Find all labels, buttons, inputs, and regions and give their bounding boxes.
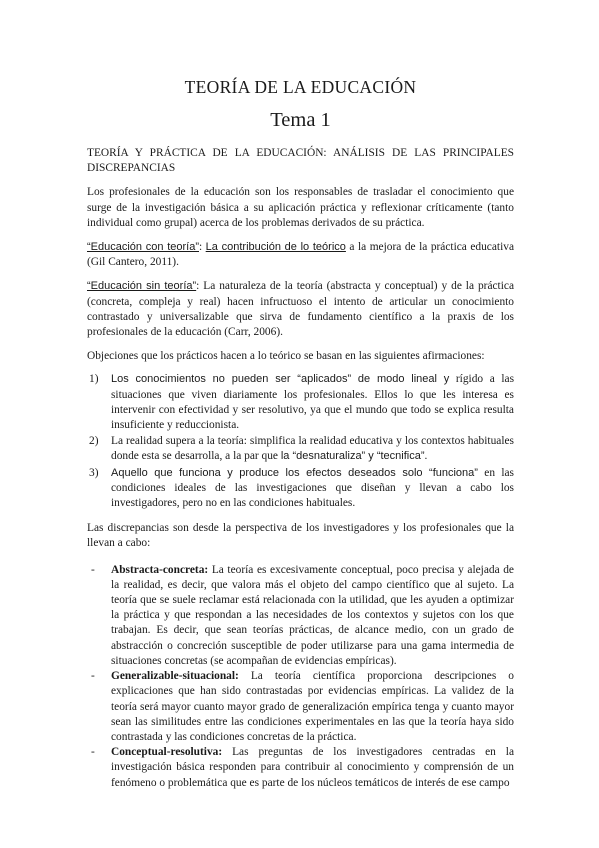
educacion-sin-teoria-paragraph [87,279,514,340]
discrepancy-item-generalizable-situacional [90,669,514,745]
educacion-sin-teoria-rest: : La naturaleza de la teoría (abstracta y conceptual) y de la práctica (concreta, compleja y real) hacen infructuoso el intento de articular un conocimiento contrastado y universalizable que sirva de fundamento científico a la praxis de los profesionales de la educación (Carr, 2006). [87,280,515,339]
discrepancy-text: Las preguntas de los investigadores centradas en la investigación básica responden para contribuir al conocimiento y comprensión de un fenómeno o problemática que es parte de los núcleos temáticos de interés de ese campo [111,746,514,789]
objection-number: 2) [89,435,99,448]
objection-highlight: la “desnaturaliza” y “tecnifica” [280,450,425,463]
educacion-con-teoria-rest: a la mejora de la práctica educativa (Gil Cantero, 2011). [87,241,515,269]
educacion-con-teoria-term: “Educación con teoría” [87,241,199,254]
objection-highlight: Aquello que funciona y produce los efectos deseados solo “funciona” [111,466,478,479]
objections-list [87,372,514,511]
intro-paragraph: Los profesionales de la educación son los responsables de trasladar el conocimiento que surge de la investigación básica a su aplicación práctica y reflexionar críticamente (tanto individual como grupal) acerca de los problemas derivados de su práctica. [87,186,514,229]
objection-item-1 [90,372,514,433]
objection-number: 3) [89,466,99,479]
educacion-con-teoria-highlight: La contribución de lo teórico [205,241,346,254]
list-dash: - [91,563,95,576]
discrepancy-item-abstracta-concreta [90,563,514,669]
discrepancy-item-conceptual-resolutiva [90,745,514,791]
discrepancy-text: La teoría científica proporciona descripciones o explicaciones que han sido contrastadas por evidencias empíricas. La validez de la teoría será mayor cuanto mayor grado de generalización empírica tenga y cuanto mayor sean las similitudes entre las condiciones experimentales en las que la teoría haya sido contrastada y las condiciones concretas de la práctica. [111,670,514,743]
discrepancy-label: Generalizable-situacional: [111,670,239,683]
section-heading: TEORÍA Y PRÁCTICA DE LA EDUCACIÓN: ANÁLISIS DE LAS PRINCIPALES DISCREPANCIAS [87,147,514,175]
educacion-sin-teoria-term: “Educación sin teoría” [87,280,197,293]
objection-end: . [424,450,428,463]
document-subtitle: Tema 1 [270,109,331,131]
objections-intro: Objeciones que los prácticos hacen a lo teórico se basan en las siguientes afirmaciones: [87,350,485,363]
discrepancies-list [87,563,514,791]
objection-number: 1) [89,373,99,386]
objection-item-3 [90,466,514,512]
document-title: TEORÍA DE LA EDUCACIÓN [184,77,417,97]
list-dash: - [91,670,95,683]
educacion-con-teoria-paragraph [87,240,514,270]
discrepancy-text: La teoría es excesivamente conceptual, poco precisa y alejada de la realidad, es decir, que valora más el objeto del campo científico que al sujeto. La teoría que se suele reclamar está relacionada con la utilidad, que les ayuden a optimizar la práctica y que respondan a las necesidades de los contextos y sujetos con los que trabajan. Es decir, que sean teorías prácticas, de alcance medio, con un grado de abstracción o concreción susceptible de poder utilizarse para una gama intermedia de situaciones concretas (se acompañan de evidencias empíricas). [111,563,514,667]
list-dash: - [91,746,95,759]
objection-text: La realidad supera a la teoría: simplifica la realidad educativa y los contextos habituales donde esta se desarrolla, a la par que [111,435,514,463]
discrepancy-label: Abstracta-concreta: [111,563,209,576]
objection-highlight: Los conocimientos no pueden ser “aplicados” de modo lineal y [111,373,450,386]
objection-item-2 [90,434,514,464]
discrepancy-label: Conceptual-resolutiva: [111,746,223,759]
objection-text: rígido a las situaciones que viven diariamente los profesionales. Ellos lo que les interesa es intervenir con efectividad y ser resolutivo, ya que el mundo que todo se explica resulta insuficiente y reduccionista. [111,373,514,432]
discrepancies-intro: Las discrepancias son desde la perspectiva de los investigadores y los profesionales que la llevan a cabo: [87,522,514,550]
objection-text: en las condiciones ideales de las investigaciones que diseñan y llevan a cabo los investigadores, pero no en las condiciones habituales. [111,466,514,510]
educacion-con-teoria-colon: : [199,241,206,254]
